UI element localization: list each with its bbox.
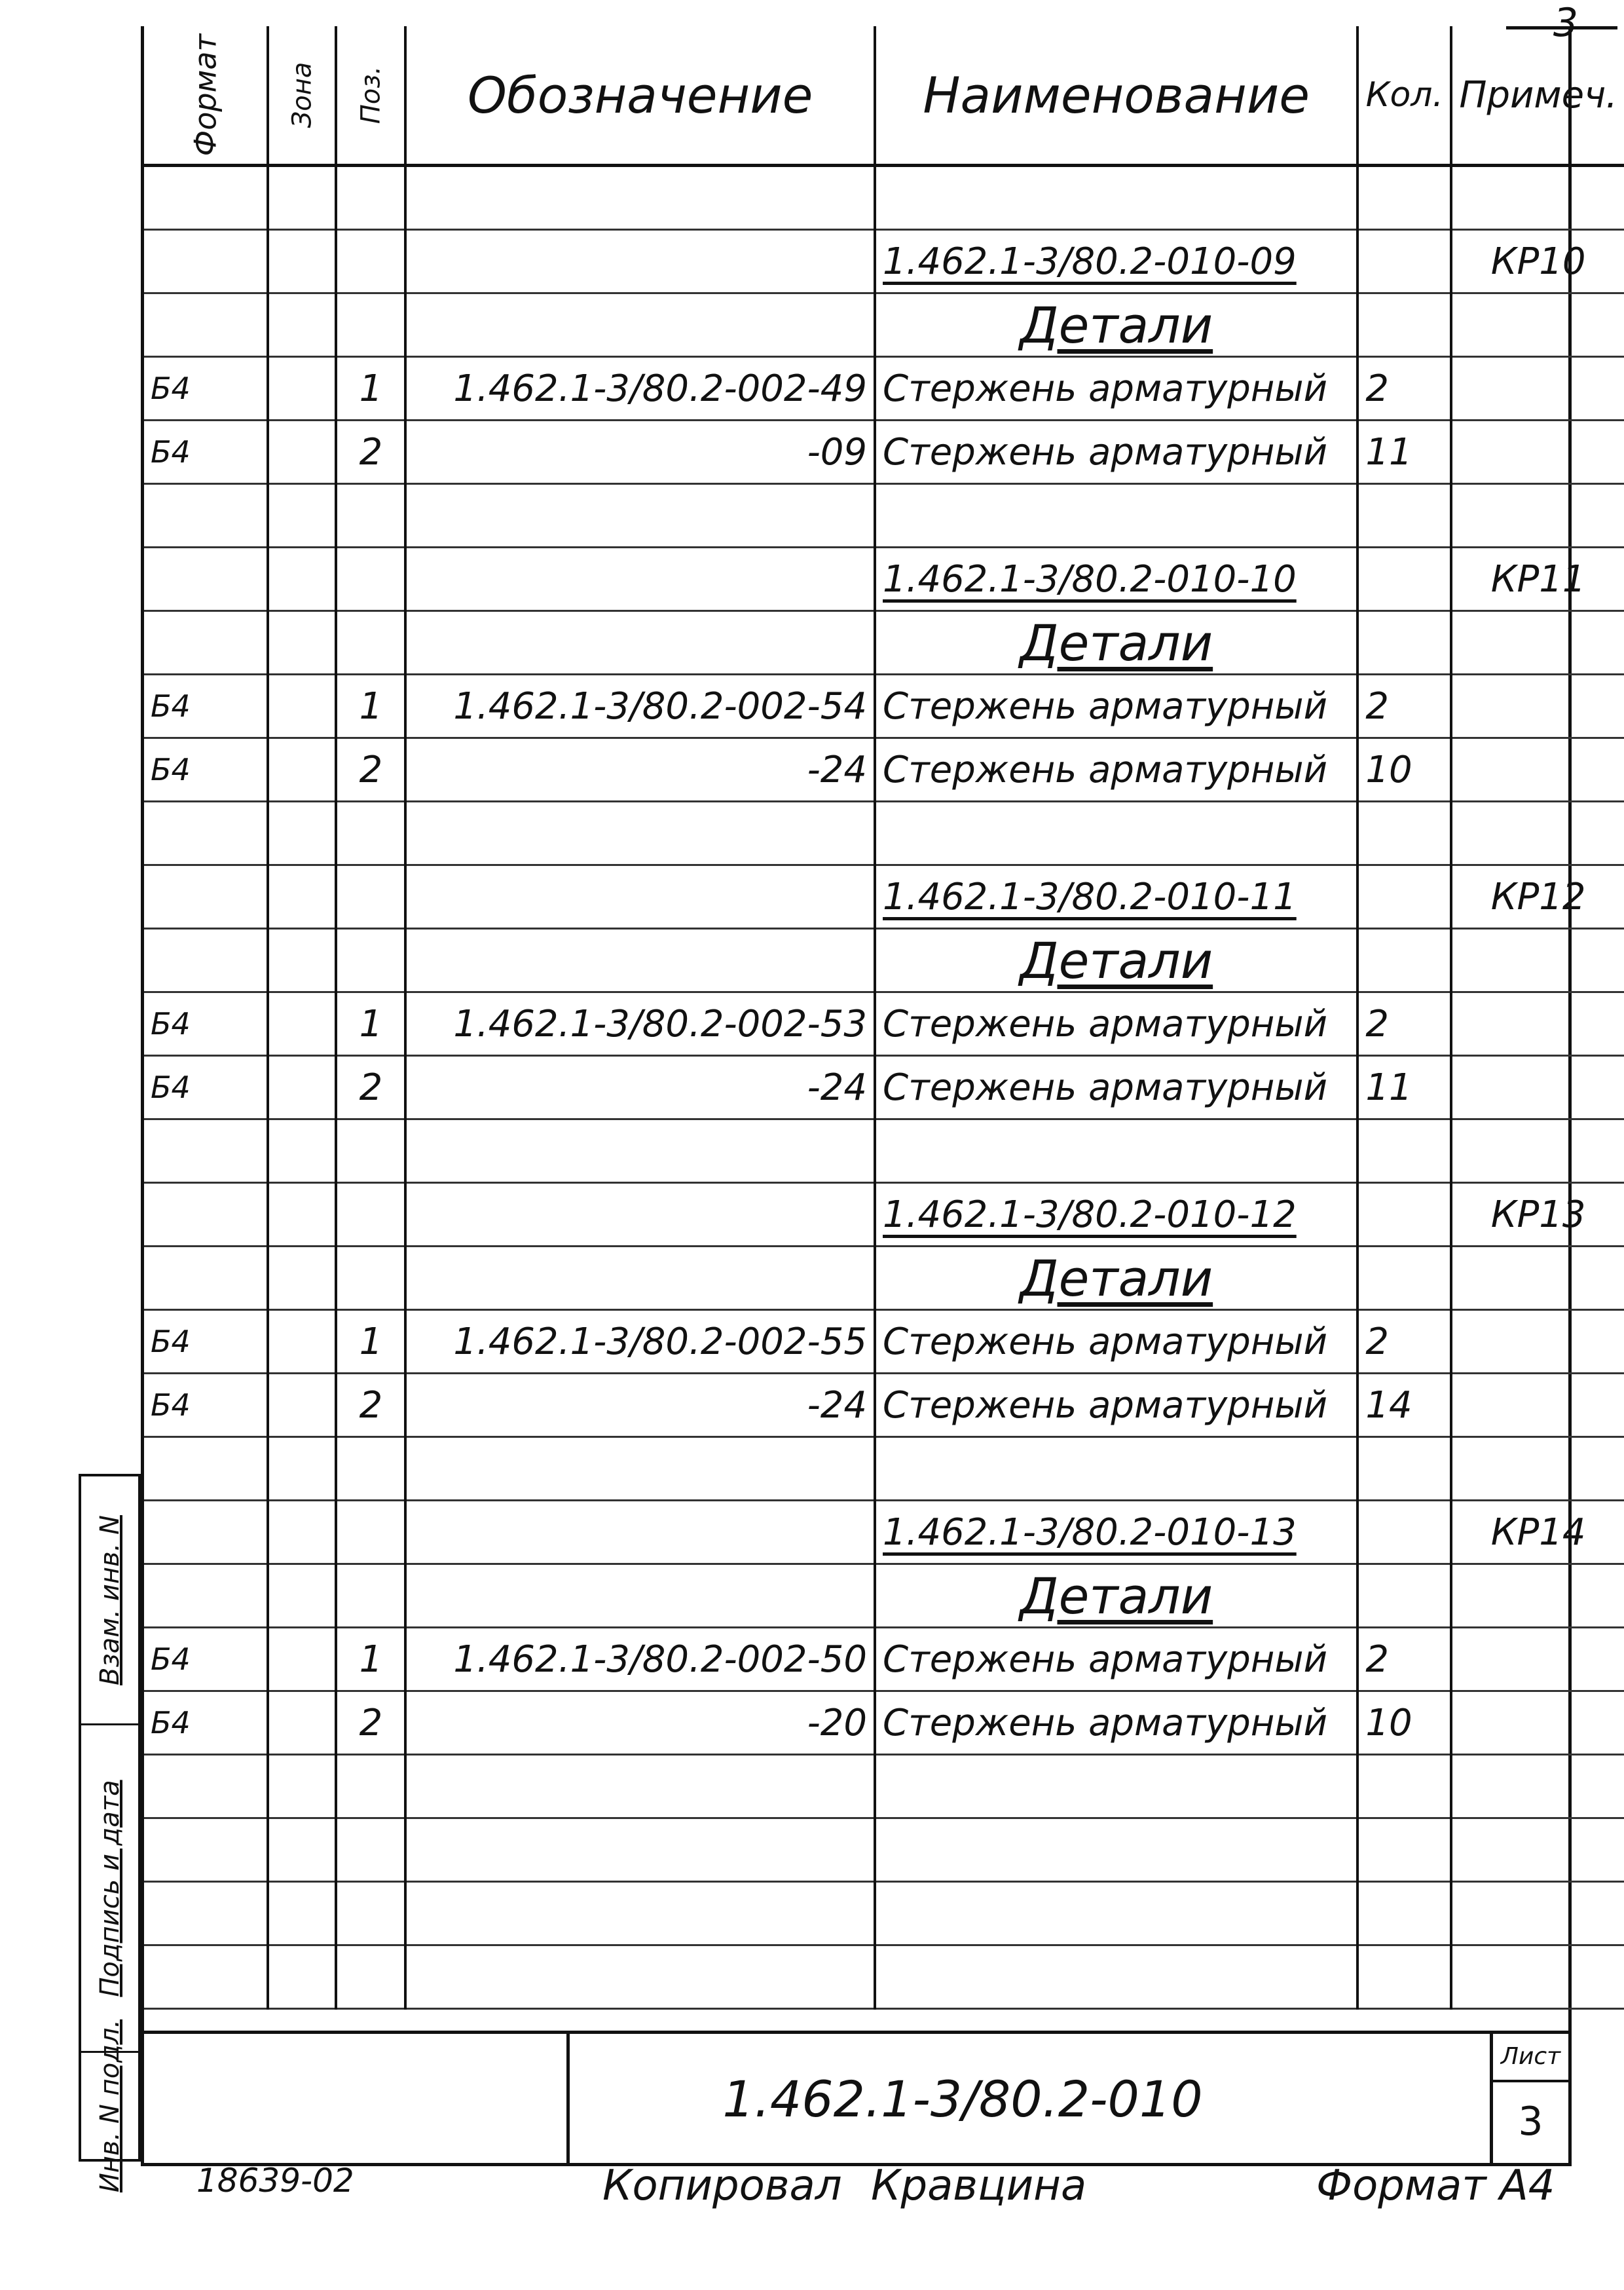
item-designation: -24	[405, 738, 875, 802]
item-name: Стержень арматурный	[875, 357, 1357, 421]
item-qty: 10	[1357, 1691, 1451, 1755]
table-row	[144, 1882, 1624, 1945]
item-format: Б4	[144, 675, 268, 738]
item-qty: 2	[1357, 1628, 1451, 1691]
table-row	[144, 1056, 1624, 1119]
table-row	[144, 675, 1624, 738]
side-replaces-label: Взам. инв. N	[94, 1514, 125, 1685]
item-name: Стержень арматурный	[875, 675, 1357, 738]
sheet-number: 3	[1518, 2099, 1543, 2145]
table-row	[144, 992, 1624, 1056]
group-title-row	[144, 1564, 1624, 1628]
group-title-row	[144, 929, 1624, 992]
group-title: Детали	[875, 1564, 1357, 1628]
title-block-doc-code: 1.462.1-3/80.2-010	[722, 2070, 1203, 2128]
header-zone: Зона	[268, 26, 337, 166]
side-strip	[79, 1474, 141, 2193]
item-qty: 2	[1357, 357, 1451, 421]
item-name: Стержень арматурный	[875, 1056, 1357, 1119]
header-format: Формат	[144, 26, 268, 166]
item-qty: 11	[1357, 1056, 1451, 1119]
group-note: КР10	[1451, 230, 1624, 293]
item-format: Б4	[144, 992, 268, 1056]
item-qty: 2	[1357, 1310, 1451, 1374]
item-name: Стержень арматурный	[875, 1310, 1357, 1374]
side-strip-cell	[81, 2019, 138, 2193]
title-block-empty-cells	[144, 2034, 570, 2163]
table-row	[144, 484, 1624, 548]
item-format: Б4	[144, 1691, 268, 1755]
header-note: Примеч.	[1451, 26, 1624, 166]
side-sign-date-label: Подпись и дата	[94, 1779, 125, 1997]
item-pos: 2	[336, 421, 405, 484]
item-name: Стержень арматурный	[875, 1374, 1357, 1437]
item-format: Б4	[144, 1628, 268, 1691]
page-number: 3	[1553, 0, 1578, 46]
item-pos: 2	[336, 738, 405, 802]
group-note: КР14	[1451, 1501, 1624, 1564]
item-name: Стержень арматурный	[875, 1691, 1357, 1755]
header-name: Наименование	[875, 26, 1357, 166]
table-row	[144, 1945, 1624, 2009]
side-strip-cell	[81, 1725, 138, 2053]
group-code: 1.462.1-3/80.2-010-09	[875, 230, 1357, 293]
page-number-underline	[1506, 26, 1617, 29]
item-pos: 1	[336, 357, 405, 421]
group-code-row	[144, 548, 1624, 611]
item-name: Стержень арматурный	[875, 1628, 1357, 1691]
group-title: Детали	[875, 1247, 1357, 1310]
item-designation: 1.462.1-3/80.2-002-49	[405, 357, 875, 421]
item-pos: 2	[336, 1056, 405, 1119]
item-pos: 2	[336, 1691, 405, 1755]
item-pos: 1	[336, 1310, 405, 1374]
footer-copier-name: Кравцина	[871, 2162, 1087, 2210]
footer-format-label: Формат А4	[1316, 2162, 1555, 2210]
item-qty: 2	[1357, 675, 1451, 738]
item-qty: 2	[1357, 992, 1451, 1056]
table-row	[144, 166, 1624, 230]
item-qty: 11	[1357, 421, 1451, 484]
item-designation: -20	[405, 1691, 875, 1755]
item-format: Б4	[144, 1310, 268, 1374]
table-row	[144, 1755, 1624, 1818]
group-code-row	[144, 1183, 1624, 1247]
group-title-row	[144, 611, 1624, 675]
header-designation: Обозначение	[405, 26, 875, 166]
table-row	[144, 421, 1624, 484]
item-name: Стержень арматурный	[875, 421, 1357, 484]
table-row	[144, 1119, 1624, 1183]
table-row	[144, 1691, 1624, 1755]
item-qty: 10	[1357, 738, 1451, 802]
table-row	[144, 1310, 1624, 1374]
table-row	[144, 357, 1624, 421]
group-title: Детали	[875, 293, 1357, 357]
table-row	[144, 1818, 1624, 1882]
group-code-row	[144, 865, 1624, 929]
group-title-row	[144, 293, 1624, 357]
item-designation: 1.462.1-3/80.2-002-50	[405, 1628, 875, 1691]
item-format: Б4	[144, 1056, 268, 1119]
item-pos: 1	[336, 992, 405, 1056]
item-designation: -24	[405, 1056, 875, 1119]
table-header-row	[144, 26, 1624, 166]
item-designation: 1.462.1-3/80.2-002-54	[405, 675, 875, 738]
header-qty: Кол.	[1357, 26, 1451, 166]
item-qty: 14	[1357, 1374, 1451, 1437]
item-pos: 1	[336, 675, 405, 738]
side-strip-cell	[81, 1476, 138, 1725]
specification-table	[144, 26, 1624, 2010]
group-title: Детали	[875, 929, 1357, 992]
group-code: 1.462.1-3/80.2-010-11	[875, 865, 1357, 929]
group-note: КР12	[1451, 865, 1624, 929]
item-designation: 1.462.1-3/80.2-002-53	[405, 992, 875, 1056]
table-row	[144, 1437, 1624, 1501]
group-title: Детали	[875, 611, 1357, 675]
item-name: Стержень арматурный	[875, 738, 1357, 802]
item-pos: 2	[336, 1374, 405, 1437]
item-name: Стержень арматурный	[875, 992, 1357, 1056]
group-code-row	[144, 230, 1624, 293]
group-code: 1.462.1-3/80.2-010-10	[875, 548, 1357, 611]
group-code: 1.462.1-3/80.2-010-12	[875, 1183, 1357, 1247]
table-row	[144, 1374, 1624, 1437]
item-format: Б4	[144, 421, 268, 484]
group-title-row	[144, 1247, 1624, 1310]
group-code-row	[144, 1501, 1624, 1564]
item-designation: 1.462.1-3/80.2-002-55	[405, 1310, 875, 1374]
table-row	[144, 738, 1624, 802]
item-format: Б4	[144, 1374, 268, 1437]
table-row	[144, 802, 1624, 865]
header-pos: Поз.	[336, 26, 405, 166]
footer	[144, 2162, 1572, 2214]
group-note: КР11	[1451, 548, 1624, 611]
side-inv-orig-label: Инв. N подл.	[94, 2019, 125, 2193]
title-block	[144, 2031, 1568, 2166]
item-pos: 1	[336, 1628, 405, 1691]
table-row	[144, 1628, 1624, 1691]
group-note: КР13	[1451, 1183, 1624, 1247]
item-designation: -24	[405, 1374, 875, 1437]
sheet-label: Лист	[1493, 2034, 1568, 2082]
footer-inv-number: 18639-02	[196, 2162, 354, 2200]
footer-copy-label: Копировал	[602, 2162, 842, 2210]
group-code: 1.462.1-3/80.2-010-13	[875, 1501, 1357, 1564]
item-designation: -09	[405, 421, 875, 484]
item-format: Б4	[144, 357, 268, 421]
title-block-sheet	[1490, 2034, 1568, 2163]
item-format: Б4	[144, 738, 268, 802]
